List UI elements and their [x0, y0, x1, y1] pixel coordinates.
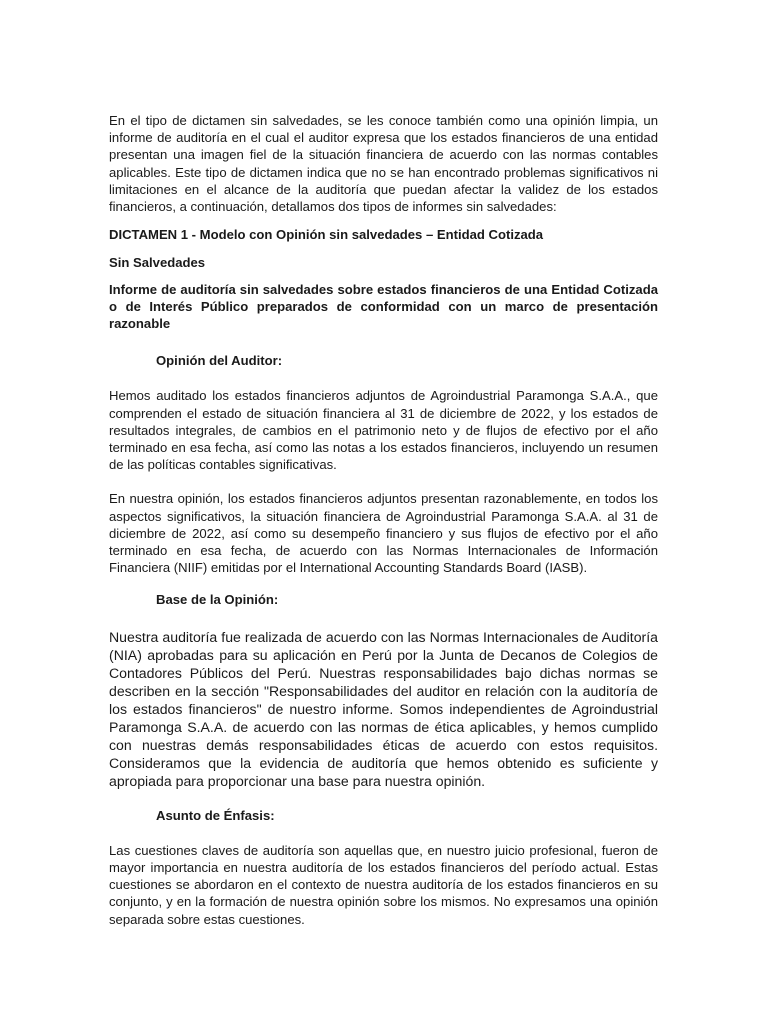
intro-paragraph: En el tipo de dictamen sin salvedades, se les conoce también como una opinión limpia, un informe de auditoría en el cual el auditor expresa que los estados financieros de una entidad presentan una imagen fiel de la situación financiera de acuerdo con las normas contables aplicables. Este tipo de dictamen indica que no se han encontrado problemas significativos ni limitaciones en el alcance de la auditoría que puedan afectar la validez de los estados financieros, a continuación, detallamos dos tipos de informes sin salvedades:: [109, 113, 658, 215]
base-paragraph: Nuestra auditoría fue realizada de acuerdo con las Normas Internacionales de Auditoría (NIA) aprobadas para su aplicación en Perú por la Junta de Decanos de Colegios de Contadores Públicos del Perú. Nuestras responsabilidades bajo dichas normas se describen en la sección "Responsabilidades del auditor en relación con la auditoría de los estados financieros" de nuestro informe. Somos independientes de Agroindustrial Paramonga S.A.A. de acuerdo con las normas de ética aplicables, y hemos cumplido con nuestras demás responsabilidades éticas de acuerdo con estos requisitos. Consideramos que la evidencia de auditoría que hemos obtenido es suficiente y apropiada para proporcionar una base para nuestra opinión.: [109, 628, 658, 790]
informe-title: Informe de auditoría sin salvedades sobre estados financieros de una Entidad Cotizada o de Interés Público preparados de conformidad con un marco de presentación razonable: [109, 281, 658, 332]
dictamen-title: DICTAMEN 1 - Modelo con Opinión sin salvedades – Entidad Cotizada: [109, 227, 544, 243]
sin-salvedades-label: Sin Salvedades: [109, 255, 206, 271]
opinion-paragraph-2: En nuestra opinión, los estados financieros adjuntos presentan razonablemente, en todos los aspectos significativos, la situación financiera de Agroindustrial Paramonga S.A.A. al 31 de diciembre de 2022, así como su desempeño financiero y sus flujos de efectivo por el año terminado en esa fecha, de acuerdo con las Normas Internacionales de Información Financiera (NIIF) emitidas por el International Accounting Standards Board (IASB).: [109, 491, 658, 576]
opinion-heading: Opinión del Auditor:: [156, 353, 283, 369]
asunto-paragraph: Las cuestiones claves de auditoría son aquellas que, en nuestro juicio profesional, fueron de mayor importancia en nuestra auditoría de los estados financieros del período actual. Estas cuestiones se abordaron en el contexto de nuestra auditoría de los estados financieros en su conjunto, y en la formación de nuestra opinión sobre los mismos. No expresamos una opinión separada sobre estas cuestiones.: [109, 842, 658, 927]
document-page: [109, 112, 658, 928]
asunto-heading: Asunto de Énfasis:: [156, 807, 275, 823]
opinion-paragraph-1: Hemos auditado los estados financieros adjuntos de Agroindustrial Paramonga S.A.A., que comprenden el estado de situación financiera al 31 de diciembre de 2022, y los estados de resultados integrales, de cambios en el patrimonio neto y de flujos de efectivo por el año terminado en esa fecha, así como las notas a los estados financieros, incluyendo un resumen de las políticas contables significativas.: [109, 388, 658, 473]
base-heading: Base de la Opinión:: [156, 592, 279, 608]
